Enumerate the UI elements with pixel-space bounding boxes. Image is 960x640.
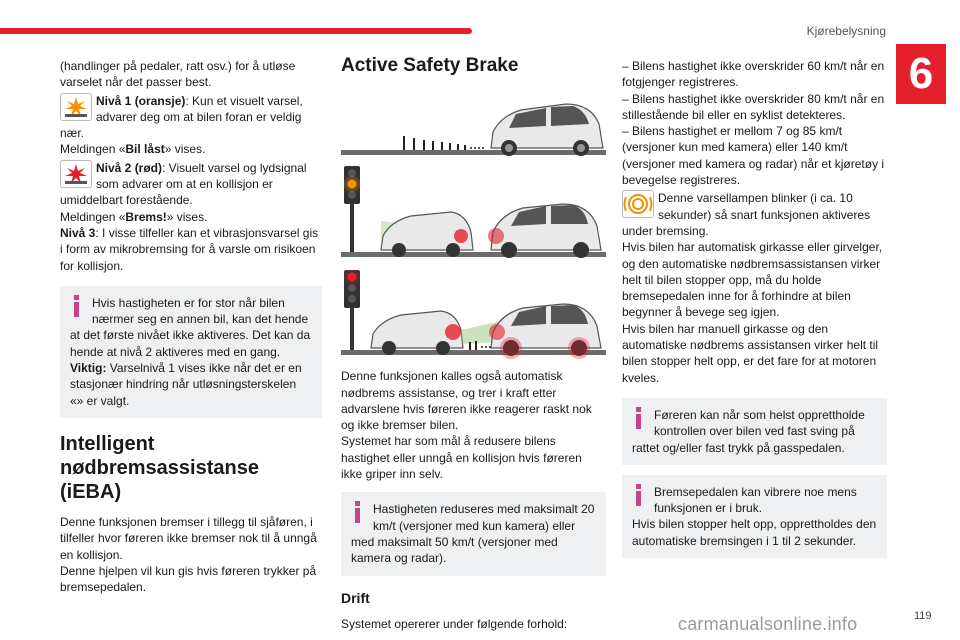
- drift-heading: Drift: [341, 589, 370, 606]
- illustration-warning: [341, 166, 606, 262]
- info-note-speed-reduction: Hastigheten reduseres med maksimalt 20 km/t (versjoner med kun kamera) eller med maksimalt 50 km/t (versjoner med kamera og radar).: [341, 492, 606, 575]
- collision-warning-red-icon: [60, 160, 92, 188]
- section-title: Kjørebelysning: [806, 24, 886, 38]
- info-note-driver-control: Føreren kan når som helst opprettholde kontrollen over bilen ved fast sving på rattet og/eller fast trykk på gasspedalen.: [622, 398, 887, 465]
- info-icon: [632, 484, 646, 506]
- level2-paragraph: Nivå 2 (rød): Visuelt varsel og lydsignal som advarer om at en kollisjon er umiddelbart forestående.: [60, 160, 307, 208]
- condition-1: – Bilens hastighet ikke overskrider 60 km/t når en fotgjenger registreres.: [622, 59, 885, 90]
- iEBA-para2: Denne hjelpen vil kun gis hvis føreren trykker på bremsepedalen.: [60, 563, 317, 595]
- level1-paragraph: Nivå 1 (oransje): Kun et visuelt varsel, advarer deg om at bilen foran er veldig nær.: [60, 93, 303, 141]
- column-middle: [341, 55, 606, 632]
- warning-lamp-paragraph: Denne varsellampen blinker (i ca. 10 sekunder) så snart funksjonen aktiveres under bremsing.: [622, 191, 871, 238]
- iEBA-para1: Denne funksjonen bremser i tillegg til sjåføren, i tilfeller hvor føreren ikke bremser nok til å unngå en kollisjon.: [60, 514, 317, 562]
- message2: Meldingen «Brems!» vises.: [60, 209, 208, 224]
- iEBA-heading: Intelligent nødbremsassistanse (iEBA): [60, 432, 259, 503]
- active-safety-brake-heading: Active Safety Brake: [341, 55, 519, 76]
- info-icon: [70, 295, 84, 317]
- intro-text: (handlinger på pedaler, ratt osv.) for å utløse varselet når det passer best.: [60, 59, 296, 90]
- condition-2: – Bilens hastighet ikke overskrider 80 km/t når en stillestående bil eller en syklist detekteres.: [622, 91, 885, 122]
- condition-3: – Bilens hastighet er mellom 7 og 85 km/t (versjoner kun med kamera) eller 140 km/t (versjoner med kamera og radar) når et kjøretøy i bevegelse registreres.: [622, 124, 885, 188]
- info-icon: [351, 501, 365, 523]
- asb-para1: Denne funksjonen kalles også automatisk nødbrems assistanse, og trer i kraft etter advarslene hvis føreren ikke reagerer raskt nok og ikke bremser bilen.: [341, 369, 592, 433]
- column-right: [622, 58, 887, 568]
- watermark: carmanualsonline.info: [678, 614, 858, 634]
- active-safety-brake-lamp-icon: [622, 190, 654, 218]
- illustration-approach: [341, 84, 606, 158]
- illustration-braking-svg: [341, 270, 606, 360]
- auto-gearbox-text: Hvis bilen har automatisk girkasse eller girvelger, og den automatiske nødbremsassistansen virker helt til bilen stopper opp, må du holde bremsepedalen inne for å forhindre at bilen begynner å bevege seg igjen.: [622, 240, 883, 320]
- chapter-color-bar: [0, 28, 472, 34]
- manual-gearbox-text: Hvis bilen har manuell girkasse og den automatiske nødbrems assistansen virker helt til bilen stopper helt opp, er det fare for at motoren kveles.: [622, 321, 879, 385]
- illustration-approach-svg: [341, 84, 606, 158]
- info-note-speed: Hvis hastigheten er for stor når bilen nærmer seg en annen bil, kan det hende at det første nivået ikke aktiveres. Det kan da hende at nivå 2 aktiveres med en gang. Viktig: Varselnivå 1 vises ikke når det er en stasjonær hindring når utløsningsterskelen «» er valgt.: [60, 286, 322, 418]
- illustration-braking: [341, 270, 606, 360]
- info-note-brake-vibration: Bremsepedalen kan vibrere noe mens funksjonen er i bruk. Hvis bilen stopper helt opp, opprettholdes den automatiske bremsingen i 1 til 2 sekunder.: [622, 475, 887, 558]
- page-number: 119: [914, 610, 932, 622]
- chapter-badge: 6: [896, 44, 946, 104]
- collision-warning-orange-icon: [60, 93, 92, 121]
- illustration-warning-svg: [341, 166, 606, 262]
- asb-para2: Systemet har som mål å redusere bilens hastighet eller unngå en kollisjon hvis føreren ikke griper inn selv.: [341, 434, 582, 482]
- info-icon: [632, 407, 646, 429]
- message1: Meldingen «Bil låst» vises.: [60, 142, 206, 157]
- level3-paragraph: Nivå 3: I visse tilfeller kan et vibrasjonsvarsel gis i form av mikrobremsing for å varsle om risikoen for kollisjon.: [60, 225, 319, 273]
- column-left: [60, 58, 322, 595]
- drift-text: Systemet opererer under følgende forhold:: [341, 616, 568, 631]
